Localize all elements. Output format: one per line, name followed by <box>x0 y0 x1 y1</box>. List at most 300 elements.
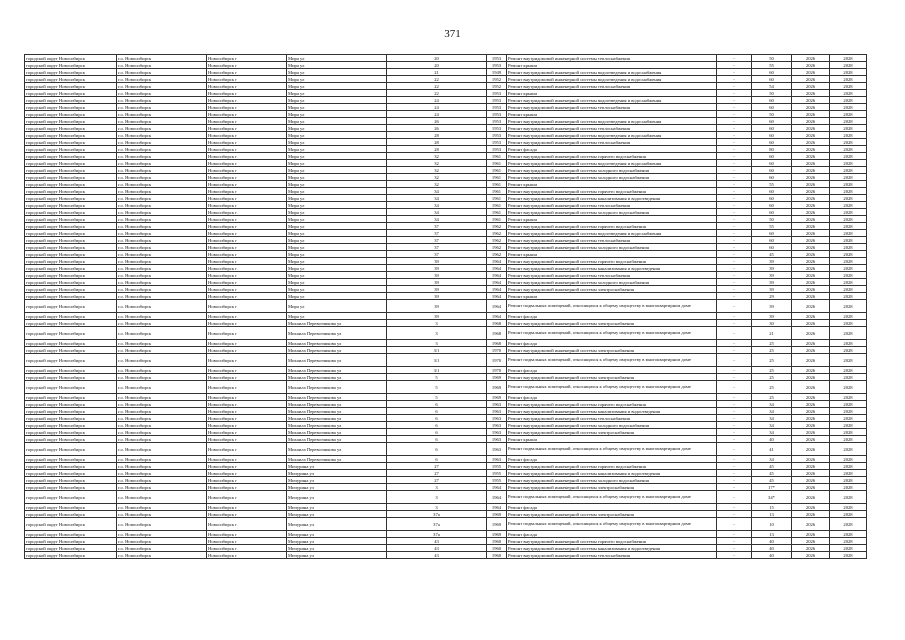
year-from-cell: 2026 <box>792 76 830 83</box>
street-cell: Мира ул <box>287 286 387 293</box>
cost-cell: 39 <box>752 272 792 279</box>
cost-cell: 55 <box>752 223 792 230</box>
work-type-cell: Ремонт внутридомовой инженерной системы теплоснабжения <box>507 272 717 279</box>
year-from-cell: 2026 <box>792 531 830 538</box>
dash-cell: - <box>717 320 752 327</box>
cost-cell: 34 <box>752 415 792 422</box>
year-from-cell: 2026 <box>792 230 830 237</box>
work-type-cell: Ремонт внутридомовой инженерной системы электроснабжения <box>507 347 717 354</box>
build-year-cell: 1962 <box>487 230 507 237</box>
build-year-cell: 1953 <box>487 118 507 125</box>
house-number-cell: 32 <box>387 167 487 174</box>
street-cell: Мира ул <box>287 209 387 216</box>
build-year-cell: 1961 <box>487 202 507 209</box>
city-cell: Новосибирск г <box>207 477 287 484</box>
year-to-cell: 2028 <box>830 251 867 258</box>
cost-cell: 45 <box>752 463 792 470</box>
street-cell: Мира ул <box>287 230 387 237</box>
street-cell: Мира ул <box>287 313 387 320</box>
cost-cell: 25 <box>752 374 792 381</box>
year-to-cell: 2028 <box>830 153 867 160</box>
house-number-cell: 6 <box>387 443 487 456</box>
okrug-cell: г.о. Новосибирск <box>117 531 207 538</box>
okrug-cell: г.о. Новосибирск <box>117 244 207 251</box>
district-cell: городской округ Новосибирск <box>25 477 117 484</box>
table-row <box>25 545 867 552</box>
district-cell: городской округ Новосибирск <box>25 153 117 160</box>
dash-cell: - <box>717 381 752 394</box>
street-cell: Мичурина ул <box>287 484 387 491</box>
year-to-cell: 2028 <box>830 340 867 347</box>
dash-cell: - <box>717 477 752 484</box>
build-year-cell: 1963 <box>487 415 507 422</box>
street-cell: Михаила Перевозчикова ул <box>287 415 387 422</box>
okrug-cell: г.о. Новосибирск <box>117 251 207 258</box>
dash-cell: - <box>717 279 752 286</box>
table-row <box>25 265 867 272</box>
table-row <box>25 251 867 258</box>
district-cell: городской округ Новосибирск <box>25 160 117 167</box>
table-row <box>25 167 867 174</box>
street-cell: Мира ул <box>287 132 387 139</box>
district-cell: городской округ Новосибирск <box>25 76 117 83</box>
work-type-cell: Ремонт внутридомовой инженерной системы холодного водоснабжения <box>507 174 717 181</box>
build-year-cell: 1968 <box>487 340 507 347</box>
okrug-cell: г.о. Новосибирск <box>117 153 207 160</box>
house-number-cell: 39 <box>387 265 487 272</box>
dash-cell: - <box>717 443 752 456</box>
table-row <box>25 237 867 244</box>
dash-cell: - <box>717 367 752 374</box>
build-year-cell: 1952 <box>487 83 507 90</box>
okrug-cell: г.о. Новосибирск <box>117 97 207 104</box>
street-cell: Мира ул <box>287 76 387 83</box>
street-cell: Мира ул <box>287 244 387 251</box>
okrug-cell: г.о. Новосибирск <box>117 408 207 415</box>
build-year-cell: 1961 <box>487 160 507 167</box>
dash-cell: - <box>717 83 752 90</box>
dash-cell: - <box>717 202 752 209</box>
build-year-cell: 1961 <box>487 209 507 216</box>
house-number-cell: 37а <box>387 511 487 518</box>
okrug-cell: г.о. Новосибирск <box>117 504 207 511</box>
year-from-cell: 2026 <box>792 167 830 174</box>
work-type-cell: Ремонт внутридомовой инженерной системы водоотведения и водоснабжения <box>507 230 717 237</box>
city-cell: Новосибирск г <box>207 132 287 139</box>
year-from-cell: 2026 <box>792 313 830 320</box>
city-cell: Новосибирск г <box>207 111 287 118</box>
year-from-cell: 2026 <box>792 340 830 347</box>
city-cell: Новосибирск г <box>207 545 287 552</box>
work-type-cell: Ремонт фасада <box>507 456 717 463</box>
okrug-cell: г.о. Новосибирск <box>117 230 207 237</box>
street-cell: Мира ул <box>287 174 387 181</box>
street-cell: Мира ул <box>287 90 387 97</box>
house-number-cell: 6 <box>387 436 487 443</box>
work-type-cell: Ремонт внутридомовой инженерной системы холодного водоснабжения <box>507 279 717 286</box>
district-cell: городской округ Новосибирск <box>25 251 117 258</box>
dash-cell: - <box>717 97 752 104</box>
street-cell: Мира ул <box>287 251 387 258</box>
cost-cell: 60 <box>752 167 792 174</box>
year-from-cell: 2026 <box>792 216 830 223</box>
year-to-cell: 2028 <box>830 456 867 463</box>
dash-cell: - <box>717 167 752 174</box>
work-type-cell: Ремонт фасада <box>507 394 717 401</box>
district-cell: городской округ Новосибирск <box>25 463 117 470</box>
city-cell: Новосибирск г <box>207 408 287 415</box>
work-type-cell: Ремонт подвальных помещений, относящихся к общему имуществу в многоквартирном доме <box>507 381 717 394</box>
house-number-cell: 5 <box>387 394 487 401</box>
dash-cell: - <box>717 456 752 463</box>
house-number-cell: 3 <box>387 327 487 340</box>
build-year-cell: 1953 <box>487 139 507 146</box>
build-year-cell: 1963 <box>487 422 507 429</box>
dash-cell: - <box>717 125 752 132</box>
table-row <box>25 401 867 408</box>
street-cell: Мира ул <box>287 97 387 104</box>
district-cell: городской округ Новосибирск <box>25 90 117 97</box>
city-cell: Новосибирск г <box>207 436 287 443</box>
house-number-cell: 3/1 <box>387 347 487 354</box>
house-number-cell: 27 <box>387 477 487 484</box>
city-cell: Новосибирск г <box>207 300 287 313</box>
street-cell: Мичурина ул <box>287 518 387 531</box>
cost-cell: 60 <box>752 160 792 167</box>
dash-cell: - <box>717 188 752 195</box>
table-row <box>25 223 867 230</box>
street-cell: Мичурина ул <box>287 463 387 470</box>
year-to-cell: 2028 <box>830 313 867 320</box>
street-cell: Мира ул <box>287 83 387 90</box>
okrug-cell: г.о. Новосибирск <box>117 83 207 90</box>
cost-cell: 60 <box>752 209 792 216</box>
okrug-cell: г.о. Новосибирск <box>117 415 207 422</box>
build-year-cell: 1961 <box>487 216 507 223</box>
build-year-cell: 1969 <box>487 381 507 394</box>
street-cell: Мира ул <box>287 118 387 125</box>
street-cell: Мира ул <box>287 62 387 69</box>
city-cell: Новосибирск г <box>207 272 287 279</box>
work-type-cell: Ремонт внутридомовой инженерной системы электроснабжения <box>507 511 717 518</box>
okrug-cell: г.о. Новосибирск <box>117 340 207 347</box>
cost-cell: 34 <box>752 401 792 408</box>
city-cell: Новосибирск г <box>207 146 287 153</box>
house-number-cell: 27 <box>387 463 487 470</box>
district-cell: городской округ Новосибирск <box>25 237 117 244</box>
city-cell: Новосибирск г <box>207 401 287 408</box>
cost-cell: 39 <box>752 265 792 272</box>
street-cell: Мичурина ул <box>287 511 387 518</box>
city-cell: Новосибирск г <box>207 55 287 62</box>
cost-cell: 34* <box>752 491 792 504</box>
year-to-cell: 2028 <box>830 443 867 456</box>
street-cell: Михаила Перевозчикова ул <box>287 429 387 436</box>
table-row <box>25 286 867 293</box>
year-from-cell: 2026 <box>792 111 830 118</box>
table-row <box>25 538 867 545</box>
okrug-cell: г.о. Новосибирск <box>117 258 207 265</box>
build-year-cell: 1961 <box>487 188 507 195</box>
street-cell: Мира ул <box>287 258 387 265</box>
okrug-cell: г.о. Новосибирск <box>117 76 207 83</box>
work-type-cell: Ремонт внутридомовой инженерной системы теплоснабжения <box>507 237 717 244</box>
city-cell: Новосибирск г <box>207 104 287 111</box>
district-cell: городской округ Новосибирск <box>25 69 117 76</box>
street-cell: Мира ул <box>287 104 387 111</box>
city-cell: Новосибирск г <box>207 181 287 188</box>
build-year-cell: 1964 <box>487 265 507 272</box>
work-type-cell: Ремонт внутридомовой инженерной системы электроснабжения <box>507 374 717 381</box>
table-row <box>25 463 867 470</box>
house-number-cell: 22 <box>387 76 487 83</box>
district-cell: городской округ Новосибирск <box>25 484 117 491</box>
okrug-cell: г.о. Новосибирск <box>117 223 207 230</box>
district-cell: городской округ Новосибирск <box>25 504 117 511</box>
district-cell: городской округ Новосибирск <box>25 125 117 132</box>
cost-cell: 34 <box>752 456 792 463</box>
table-row <box>25 374 867 381</box>
okrug-cell: г.о. Новосибирск <box>117 484 207 491</box>
city-cell: Новосибирск г <box>207 381 287 394</box>
cost-cell: 60 <box>752 132 792 139</box>
build-year-cell: 1953 <box>487 132 507 139</box>
dash-cell: - <box>717 491 752 504</box>
year-to-cell: 2028 <box>830 125 867 132</box>
work-type-cell: Ремонт крыши <box>507 62 717 69</box>
street-cell: Михаила Перевозчикова ул <box>287 320 387 327</box>
build-year-cell: 1964 <box>487 504 507 511</box>
work-type-cell: Ремонт внутридомовой инженерной системы теплоснабжения <box>507 125 717 132</box>
cost-cell: 13 <box>752 511 792 518</box>
work-type-cell: Ремонт подвальных помещений, относящихся к общему имуществу в многоквартирном доме <box>507 354 717 367</box>
year-to-cell: 2028 <box>830 367 867 374</box>
house-number-cell: 3 <box>387 491 487 504</box>
year-to-cell: 2028 <box>830 531 867 538</box>
district-cell: городской округ Новосибирск <box>25 174 117 181</box>
year-to-cell: 2028 <box>830 463 867 470</box>
table-row <box>25 504 867 511</box>
table-row <box>25 202 867 209</box>
district-cell: городской округ Новосибирск <box>25 443 117 456</box>
city-cell: Новосибирск г <box>207 216 287 223</box>
build-year-cell: 1969 <box>487 518 507 531</box>
dash-cell: - <box>717 511 752 518</box>
street-cell: Мичурина ул <box>287 477 387 484</box>
dash-cell: - <box>717 538 752 545</box>
cost-cell: 13 <box>752 531 792 538</box>
city-cell: Новосибирск г <box>207 456 287 463</box>
cost-cell: 29 <box>752 293 792 300</box>
cost-cell: 25 <box>752 394 792 401</box>
table-row <box>25 244 867 251</box>
table-row <box>25 415 867 422</box>
house-number-cell: 34 <box>387 202 487 209</box>
house-number-cell: 22 <box>387 83 487 90</box>
build-year-cell: 1955 <box>487 470 507 477</box>
district-cell: городской округ Новосибирск <box>25 374 117 381</box>
build-year-cell: 1962 <box>487 223 507 230</box>
okrug-cell: г.о. Новосибирск <box>117 167 207 174</box>
cost-cell: 60 <box>752 153 792 160</box>
year-to-cell: 2028 <box>830 394 867 401</box>
year-from-cell: 2026 <box>792 443 830 456</box>
house-number-cell: 32 <box>387 174 487 181</box>
dash-cell: - <box>717 111 752 118</box>
okrug-cell: г.о. Новосибирск <box>117 62 207 69</box>
city-cell: Новосибирск г <box>207 258 287 265</box>
dash-cell: - <box>717 251 752 258</box>
city-cell: Новосибирск г <box>207 347 287 354</box>
okrug-cell: г.о. Новосибирск <box>117 69 207 76</box>
city-cell: Новосибирск г <box>207 463 287 470</box>
district-cell: городской округ Новосибирск <box>25 415 117 422</box>
okrug-cell: г.о. Новосибирск <box>117 538 207 545</box>
work-type-cell: Ремонт внутридомовой инженерной системы водоотведения и водоснабжения <box>507 69 717 76</box>
cost-cell: 60 <box>752 76 792 83</box>
street-cell: Михаила Перевозчикова ул <box>287 374 387 381</box>
table-row <box>25 76 867 83</box>
build-year-cell: 1953 <box>487 55 507 62</box>
year-to-cell: 2028 <box>830 202 867 209</box>
house-number-cell: 37 <box>387 237 487 244</box>
district-cell: городской округ Новосибирск <box>25 491 117 504</box>
house-number-cell: 28 <box>387 146 487 153</box>
year-to-cell: 2028 <box>830 76 867 83</box>
work-type-cell: Ремонт внутридомовой инженерной системы электроснабжения <box>507 320 717 327</box>
year-to-cell: 2028 <box>830 69 867 76</box>
house-number-cell: 5 <box>387 374 487 381</box>
house-number-cell: 43 <box>387 538 487 545</box>
table-row <box>25 293 867 300</box>
table-row <box>25 83 867 90</box>
work-type-cell: Ремонт внутридомовой инженерной системы горячего водоснабжения <box>507 188 717 195</box>
year-to-cell: 2028 <box>830 415 867 422</box>
city-cell: Новосибирск г <box>207 491 287 504</box>
year-from-cell: 2026 <box>792 456 830 463</box>
table-row <box>25 125 867 132</box>
year-to-cell: 2028 <box>830 327 867 340</box>
year-from-cell: 2026 <box>792 181 830 188</box>
table-row <box>25 367 867 374</box>
table-row <box>25 443 867 456</box>
okrug-cell: г.о. Новосибирск <box>117 209 207 216</box>
city-cell: Новосибирск г <box>207 202 287 209</box>
cost-cell: 50 <box>752 90 792 97</box>
okrug-cell: г.о. Новосибирск <box>117 443 207 456</box>
work-type-cell: Ремонт внутридомовой инженерной системы теплоснабжения <box>507 202 717 209</box>
okrug-cell: г.о. Новосибирск <box>117 422 207 429</box>
work-type-cell: Ремонт внутридомовой инженерной системы теплоснабжения <box>507 552 717 559</box>
year-from-cell: 2026 <box>792 90 830 97</box>
dash-cell: - <box>717 422 752 429</box>
street-cell: Мира ул <box>287 237 387 244</box>
house-number-cell: 6 <box>387 429 487 436</box>
street-cell: Мира ул <box>287 146 387 153</box>
cost-cell: 60 <box>752 125 792 132</box>
district-cell: городской округ Новосибирск <box>25 62 117 69</box>
cost-cell: 34 <box>752 429 792 436</box>
cost-cell: 25 <box>752 381 792 394</box>
district-cell: городской округ Новосибирск <box>25 216 117 223</box>
city-cell: Новосибирск г <box>207 251 287 258</box>
dash-cell: - <box>717 504 752 511</box>
dash-cell: - <box>717 518 752 531</box>
work-type-cell: Ремонт внутридомовой инженерной системы горячего водоснабжения <box>507 223 717 230</box>
city-cell: Новосибирск г <box>207 538 287 545</box>
dash-cell: - <box>717 181 752 188</box>
table-row <box>25 531 867 538</box>
cost-cell: 60 <box>752 230 792 237</box>
dash-cell: - <box>717 146 752 153</box>
year-from-cell: 2026 <box>792 258 830 265</box>
house-number-cell: 3/1 <box>387 367 487 374</box>
build-year-cell: 1963 <box>487 429 507 436</box>
year-to-cell: 2028 <box>830 518 867 531</box>
district-cell: городской округ Новосибирск <box>25 552 117 559</box>
cost-cell: 40 <box>752 552 792 559</box>
cost-cell: 40 <box>752 545 792 552</box>
year-to-cell: 2028 <box>830 354 867 367</box>
year-from-cell: 2026 <box>792 69 830 76</box>
okrug-cell: г.о. Новосибирск <box>117 237 207 244</box>
dash-cell: - <box>717 470 752 477</box>
district-cell: городской округ Новосибирск <box>25 188 117 195</box>
city-cell: Новосибирск г <box>207 354 287 367</box>
district-cell: городской округ Новосибирск <box>25 265 117 272</box>
cost-cell: 80 <box>752 146 792 153</box>
cost-cell: 25 <box>752 340 792 347</box>
work-type-cell: Ремонт фасада <box>507 340 717 347</box>
cost-cell: 50 <box>752 111 792 118</box>
year-to-cell: 2028 <box>830 286 867 293</box>
district-cell: городской округ Новосибирск <box>25 340 117 347</box>
dash-cell: - <box>717 174 752 181</box>
year-from-cell: 2026 <box>792 367 830 374</box>
house-number-cell: 37 <box>387 230 487 237</box>
work-type-cell: Ремонт фасада <box>507 504 717 511</box>
district-cell: городской округ Новосибирск <box>25 320 117 327</box>
dash-cell: - <box>717 463 752 470</box>
year-to-cell: 2028 <box>830 160 867 167</box>
city-cell: Новосибирск г <box>207 160 287 167</box>
okrug-cell: г.о. Новосибирск <box>117 104 207 111</box>
city-cell: Новосибирск г <box>207 265 287 272</box>
house-number-cell: 20 <box>387 55 487 62</box>
year-from-cell: 2026 <box>792 470 830 477</box>
dash-cell: - <box>717 160 752 167</box>
city-cell: Новосибирск г <box>207 167 287 174</box>
build-year-cell: 1955 <box>487 463 507 470</box>
build-year-cell: 1953 <box>487 97 507 104</box>
work-type-cell: Ремонт крыши <box>507 181 717 188</box>
district-cell: городской округ Новосибирск <box>25 381 117 394</box>
work-type-cell: Ремонт внутридомовой инженерной системы теплоснабжения <box>507 104 717 111</box>
year-from-cell: 2026 <box>792 300 830 313</box>
year-from-cell: 2026 <box>792 463 830 470</box>
build-year-cell: 1969 <box>487 531 507 538</box>
dash-cell: - <box>717 272 752 279</box>
year-from-cell: 2026 <box>792 62 830 69</box>
street-cell: Мира ул <box>287 195 387 202</box>
street-cell: Михаила Перевозчикова ул <box>287 347 387 354</box>
okrug-cell: г.о. Новосибирск <box>117 477 207 484</box>
table-row <box>25 354 867 367</box>
table-row <box>25 146 867 153</box>
okrug-cell: г.о. Новосибирск <box>117 90 207 97</box>
dash-cell: - <box>717 552 752 559</box>
district-cell: городской округ Новосибирск <box>25 83 117 90</box>
